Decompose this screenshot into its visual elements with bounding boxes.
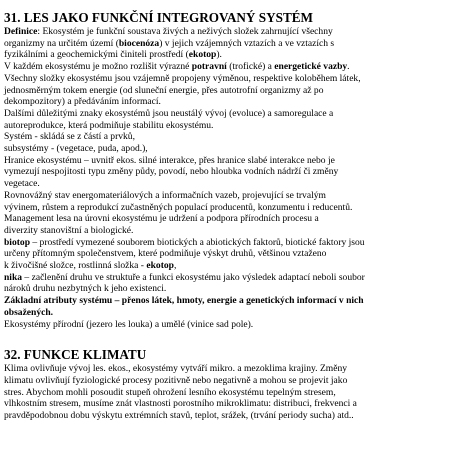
text-line — [4, 410, 463, 422]
text-line — [4, 225, 463, 237]
text-run: ). — [216, 49, 222, 61]
text-run: ) v jejich vzájemných vztazích a ve vztazích s — [159, 37, 335, 49]
text-line — [4, 178, 463, 190]
section-32 — [4, 347, 463, 422]
text-line — [4, 85, 463, 97]
text-run: vývinem, růstem a reprodukcí zučastněných populací producentů, konzumentu i reducentů. — [4, 201, 353, 213]
bold-term: energetické vazby — [274, 61, 348, 73]
text-line — [4, 398, 463, 410]
bold-term: Základní atributy systému – přenos látek, hmoty, energie a genetických informací v nich — [4, 295, 364, 307]
text-line — [4, 96, 463, 108]
text-run: organizmy na určitém území ( — [4, 37, 119, 49]
text-run: stres. Abychom mohli posoudit stupeň ohrožení lesního ekosystému tepelným stresem, — [4, 386, 336, 398]
text-line — [4, 307, 463, 319]
text-run: pravděpodobnou dobu výskytu extrémních stavů, teplot, srážek, (trvání periody sucha) atd.. — [4, 410, 354, 422]
section-gap — [4, 330, 463, 347]
bold-term: biotop — [4, 236, 30, 248]
text-run: – začlenění druhu ve struktuře a funkci ekosystému jako výsledek adaptací neboli soubor — [22, 271, 365, 283]
text-line — [4, 131, 463, 143]
text-run: určeny přítomným společenstvem, které podmiňuje výskyt druhů, většinou vztaženo — [4, 248, 327, 260]
text-line — [4, 166, 463, 178]
text-run: vegetace. — [4, 178, 40, 190]
text-line — [4, 272, 463, 284]
text-run: klimatu ovlivňují fyziologické procesy pozitivně nebo negativně a mohou se projevit jako — [4, 374, 348, 386]
text-line — [4, 260, 463, 272]
text-line — [4, 143, 463, 155]
section-31-body — [4, 26, 463, 330]
text-line — [4, 248, 463, 260]
section-31-heading: 31. LES JAKO FUNKČNÍ INTEGROVANÝ SYSTÉM — [4, 10, 313, 25]
text-line — [4, 120, 463, 132]
text-run: Systém - skládá se z částí a prvků, — [4, 131, 135, 143]
bold-term: Definice — [4, 26, 38, 37]
text-run: jednosměrným tokem energie (od sluneční energie, přes autotrofní organizmy až po — [4, 84, 324, 96]
section-32-body — [4, 363, 463, 422]
text-line — [4, 363, 463, 375]
bold-term: ekotop — [188, 49, 217, 61]
text-line — [4, 61, 463, 73]
text-run: k živočišné složce, rostlinná složka - — [4, 260, 147, 272]
text-line — [4, 295, 463, 307]
text-run: nároků druhu nezbytných k jeho existenci. — [4, 283, 167, 295]
section-32-heading: 32. FUNKCE KLIMATU — [4, 347, 147, 363]
text-run: Hranice ekosystému – uvnitř ekos. silné interakce, přes hranice slabé interakce nebo je — [4, 154, 335, 166]
text-run: Klima ovlivňuje vývoj les. ekos., ekosystémy vytváří mikro. a mezoklima krajiny. Změny — [4, 363, 348, 375]
text-run: fyzikálními a geochemickými činiteli prostředí ( — [4, 49, 189, 61]
bold-term: nika — [4, 271, 23, 283]
text-line — [4, 387, 463, 399]
text-run: – prostředí vymezené souborem biotických a abiotických faktorů, biotické faktory jsou — [30, 236, 365, 248]
text-line — [4, 38, 463, 50]
text-line — [4, 49, 463, 61]
text-run: diverzity stanovištní a biologické. — [4, 224, 134, 236]
text-run: Rovnovážný stav energomateriálových a informačních vazeb, projevující se trvalým — [4, 189, 326, 201]
bold-term: obsažených. — [4, 306, 54, 318]
text-run: Management lesa na úrovni ekosystému je udržení a podpora přírodních procesu a — [4, 213, 319, 225]
bold-term: potravní — [191, 61, 227, 73]
text-line — [4, 108, 463, 120]
text-line — [4, 213, 463, 225]
text-run: : Ekosystém je funkční soustava živých a neživých složek zahrnující všechny — [37, 26, 333, 37]
text-run: Ekosystémy přírodní (jezero les louka) a umělé (vinice sad pole). — [4, 318, 254, 330]
text-run: Všechny složky ekosystému jsou vzájemně propojeny výměnou, respektive koloběhem látek, — [4, 72, 361, 84]
text-line — [4, 73, 463, 85]
text-run: . — [347, 61, 350, 73]
text-run: (trofické) a — [226, 61, 275, 73]
text-line — [4, 202, 463, 214]
bold-term: ekotop — [146, 260, 174, 272]
text-line — [4, 375, 463, 387]
text-run: Dalšími důležitými znaky ekosystémů jsou neustálý vývoj (evoluce) a samoregulace a — [4, 107, 334, 119]
text-line — [4, 26, 463, 38]
text-run: , — [173, 260, 177, 272]
text-run: autoreprodukce, která podmiňuje stabilitu ekosystému. — [4, 119, 214, 131]
text-run: dekompozitory) a předáváním informací. — [4, 96, 161, 108]
text-run: vymezují nespojitosti typu změny půdy, povodí, nebo hloubka vodních nádrží či změny — [4, 166, 339, 178]
text-line — [4, 319, 463, 331]
text-line — [4, 283, 463, 295]
text-run: vlhkostním stresem, musíme znát vlastnosti porostního mikroklimatu: distribuci, frekvenci a — [4, 398, 357, 410]
bold-term: biocenóza — [118, 37, 160, 49]
text-line — [4, 237, 463, 249]
section-31 — [4, 10, 463, 330]
text-run: V každém ekosystému je možno rozlišit výrazné — [4, 61, 192, 73]
text-line — [4, 155, 463, 167]
text-line — [4, 190, 463, 202]
text-run: subsystémy - (vegetace, puda, apod.), — [4, 143, 148, 155]
